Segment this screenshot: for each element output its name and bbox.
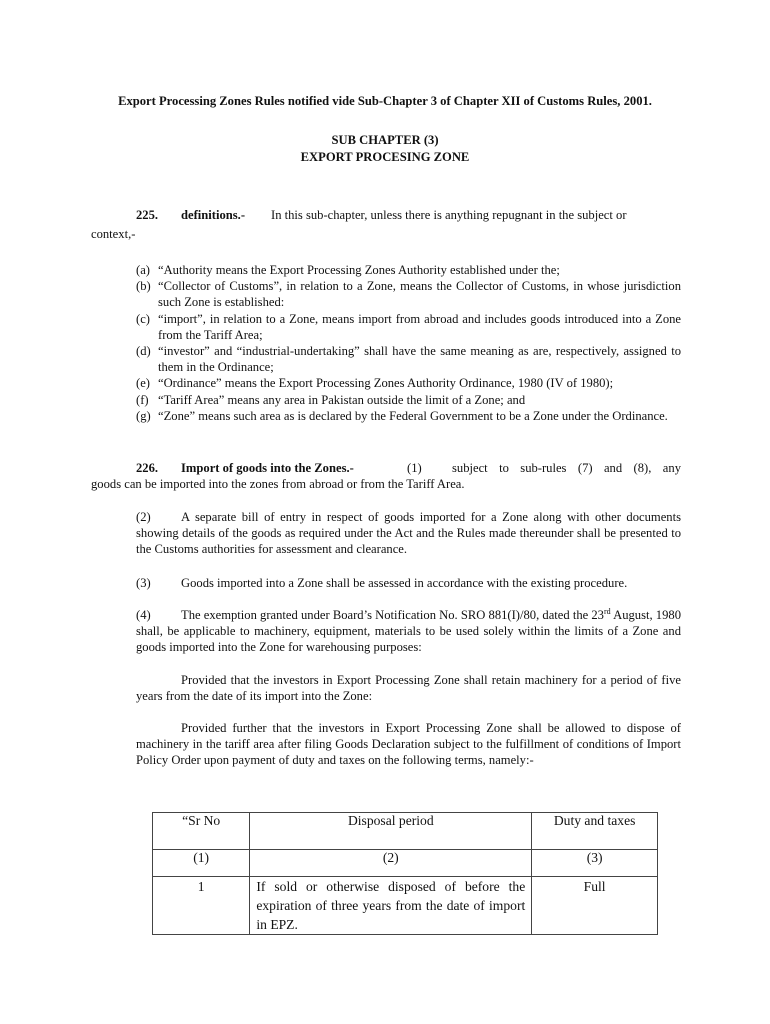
disposal-terms-table — [152, 812, 658, 935]
column-number: (1) — [153, 850, 250, 877]
sub-rule-2 — [136, 509, 681, 558]
sub-rule-4 — [136, 607, 681, 656]
header-disposal-period: Disposal period — [250, 813, 532, 850]
sub-rule-4-text-b: August, 1980 shall, be applicable to machinery, equipment, materials to be used solely within the limits of a Zone and goods imported into the Zone for warehousing purposes: — [136, 608, 681, 655]
definition-item — [136, 278, 681, 310]
sub-rule-3-text: Goods imported into a Zone shall be assessed in accordance with the existing procedure. — [181, 576, 628, 590]
proviso-2: Provided further that the investors in Export Processing Zone shall be allowed to dispose of machinery in the tariff area after filing Goods Declaration subject to the fulfillment of conditions of Import Policy Order upon payment of duty and taxes on the following terms, namely:- — [136, 721, 681, 768]
rule-225-number: 225. — [136, 208, 159, 222]
column-number: (3) — [532, 850, 658, 877]
item-marker: (g) — [136, 408, 151, 423]
item-text: “Tariff Area” means any area in Pakistan outside the limit of a Zone; and — [158, 392, 526, 407]
item-text: “Authority means the Export Processing Zones Authority established under the; — [158, 263, 560, 277]
definition-item — [136, 408, 681, 424]
sub-rule-1-continued: goods can be imported into the zones from abroad or from the Tariff Area. — [91, 477, 465, 491]
sub-rule-2-marker: (2) — [136, 510, 151, 524]
rule-225-heading: definitions.- — [181, 208, 246, 222]
column-number: (2) — [250, 850, 532, 877]
sub-rule-4-marker: (4) — [136, 608, 151, 622]
table-column-number-row — [153, 850, 658, 877]
rule-225-intro: In this sub-chapter, unless there is anything repugnant in the subject or — [271, 208, 627, 222]
item-text: “Collector of Customs”, in relation to a Zone, means the Collector of Customs, in whose jurisdiction such Zone is established: — [158, 279, 681, 310]
definition-item — [136, 311, 681, 343]
sub-rule-2-text: A separate bill of entry in respect of goods imported for a Zone along with other documents showing details of the goods as required under the Act and the Rules made thereunder shall be presented to the Customs authorities for assessment and clearance. — [136, 510, 681, 557]
sub-rule-3-marker: (3) — [136, 576, 151, 590]
row-duty: Full — [532, 877, 658, 935]
item-marker: (c) — [136, 311, 150, 326]
sub-rule-4-text-a: The exemption granted under Board’s Notification No. SRO 881(I)/80, dated the 23 — [181, 608, 604, 622]
definition-item — [136, 262, 681, 278]
item-text: “import”, in relation to a Zone, means import from abroad and includes goods introduced into a Zone from the Tariff Area; — [158, 311, 681, 342]
table-row — [153, 877, 658, 935]
item-text: “Ordinance” means the Export Processing Zones Authority Ordinance, 1980 (IV of 1980); — [158, 376, 614, 391]
rule-225-intro-continued: context,- — [91, 227, 136, 241]
item-marker: (a) — [136, 263, 150, 277]
definition-item — [136, 375, 681, 391]
sub-rule-4-superscript: rd — [603, 606, 611, 616]
row-sr: 1 — [153, 877, 250, 935]
sub-chapter-heading: SUB CHAPTER (3) — [331, 133, 439, 147]
document-title: Export Processing Zones Rules notified vide Sub-Chapter 3 of Chapter XII of Customs Rules, 2001. — [118, 94, 652, 108]
header-sr-no: “Sr No — [153, 813, 250, 850]
item-marker: (f) — [136, 392, 149, 407]
header-duty-and-taxes: Duty and taxes — [532, 813, 658, 850]
table-header-row — [153, 813, 658, 850]
item-text: “Zone” means such area as is declared by the Federal Government to be a Zone under the Ordinance. — [158, 408, 668, 423]
item-marker: (e) — [136, 376, 150, 391]
chapter-name-heading: EXPORT PROCESING ZONE — [300, 150, 470, 164]
sub-rule-1-marker: (1) — [407, 461, 422, 475]
item-marker: (b) — [136, 279, 151, 294]
item-marker: (d) — [136, 344, 151, 359]
row-period: If sold or otherwise disposed of before the expiration of three years from the date of import in EPZ. — [250, 877, 532, 935]
proviso-1: Provided that the investors in Export Processing Zone shall retain machinery for a period of five years from the date of its import into the Zone: — [136, 673, 681, 704]
item-text: “investor” and “industrial-undertaking” shall have the same meaning as are, respectively, assigned to them in the Ordinance; — [158, 344, 681, 375]
definition-item — [136, 392, 681, 408]
sub-rule-1-text: subject to sub-rules (7) and (8), any — [452, 461, 681, 475]
definition-item — [136, 343, 681, 375]
definitions-list — [136, 262, 681, 424]
rule-226-heading: Import of goods into the Zones.- — [181, 461, 354, 475]
rule-226-number: 226. — [136, 461, 159, 475]
